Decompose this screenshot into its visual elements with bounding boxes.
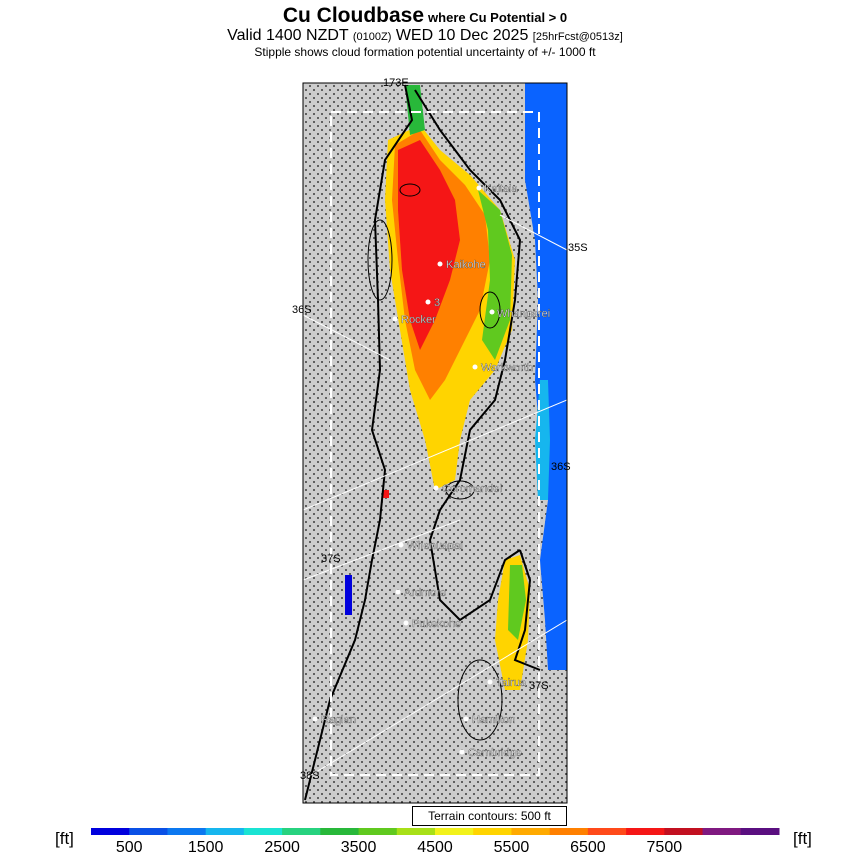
lat-label: 38S [300,770,320,782]
place-label: Whangarei [497,308,551,320]
color-scale-swatch [91,828,130,835]
color-scale-swatch [664,828,703,835]
color-scale-tick-label: 6500 [570,839,606,856]
chart-title-suffix: where Cu Potential > 0 [428,10,568,25]
lat-label: 37S [321,553,341,565]
cloudbase-patch-red [383,490,389,498]
color-scale-swatch [741,828,780,835]
color-scale-labels [116,839,682,856]
place-label: Kaikohe [446,259,486,271]
color-scale-swatch [511,828,550,835]
color-scale-tick-label: 5500 [493,839,530,856]
valid-prefix: Valid 1400 NZDT [227,27,349,44]
place-label: Whenuapai [407,540,463,552]
place-dot [460,750,465,755]
place-dot [404,621,409,626]
color-scale-swatch [206,828,245,835]
color-scale-tick-label: 500 [115,839,143,856]
lat-label: 37S [529,680,549,692]
place-label: Rocker [401,314,436,326]
lat-label: 36S [292,304,312,316]
color-scale-swatch [244,828,283,835]
color-scale-tick-label: 2500 [264,839,300,856]
color-scale-swatch [167,828,206,835]
place-dot [393,317,398,322]
map-panel [303,83,567,803]
place-label: Tairua [496,677,526,689]
place-dot [490,310,495,315]
place-label: 3 [434,297,441,309]
unit-label-right: [ft] [793,829,812,848]
lat-label: 35S [568,242,588,254]
chart-title: Cu Cloudbase [282,4,425,27]
color-scale-swatch [550,828,589,835]
color-scale-swatch [435,828,474,835]
color-scale-tick-label: 7500 [646,839,683,856]
place-label: Cambridge [468,747,522,759]
unit-label-left: [ft] [55,829,74,848]
place-dot [396,590,401,595]
place-label: Hamilton [472,714,516,726]
color-scale-swatch [703,828,742,835]
place-dot [399,543,404,548]
place-dot [464,717,469,722]
place-dot [313,717,318,722]
color-scale-swatch [626,828,665,835]
color-scale-swatch [473,828,512,835]
place-dot [473,365,478,370]
color-scale-swatch [359,828,398,835]
place-dot [426,300,431,305]
color-scale-swatch [588,828,627,835]
place-dot [477,186,482,191]
place-dot [438,262,443,267]
color-scale-swatch [397,828,436,835]
color-scale-tick-label: 3500 [340,839,377,856]
color-scale-tick-label: 4500 [417,839,453,856]
place-dot [488,680,493,685]
valid-utc: (0100Z) [352,31,392,43]
place-dot [434,486,439,491]
color-scale-swatch [129,828,168,835]
place-label: Ardmore [404,587,447,599]
valid-date: WED 10 Dec 2025 [395,27,529,44]
terrain-contour-note: Terrain contours: 500 ft [412,806,567,826]
subtitle: Stipple shows cloud formation potential uncertainty of +/- 1000 ft [254,45,596,59]
color-scale-tick-label: 1500 [187,839,224,856]
place-label: Coromandel [442,483,502,495]
color-scale-swatch [282,828,321,835]
color-scale-bar [91,828,780,835]
place-label: Raglan [321,714,356,726]
color-scale-swatch [320,828,359,835]
place-label: Kaitaia [484,183,518,195]
lat-label: 36S [551,461,571,473]
place-label: Pukekohe [412,618,461,630]
cloudbase-patch-blue [345,575,352,615]
forecast-tag: [25hrFcst@0513z] [532,31,623,43]
place-label: Warkworth [481,362,534,374]
lon-label: 173E [383,77,409,89]
